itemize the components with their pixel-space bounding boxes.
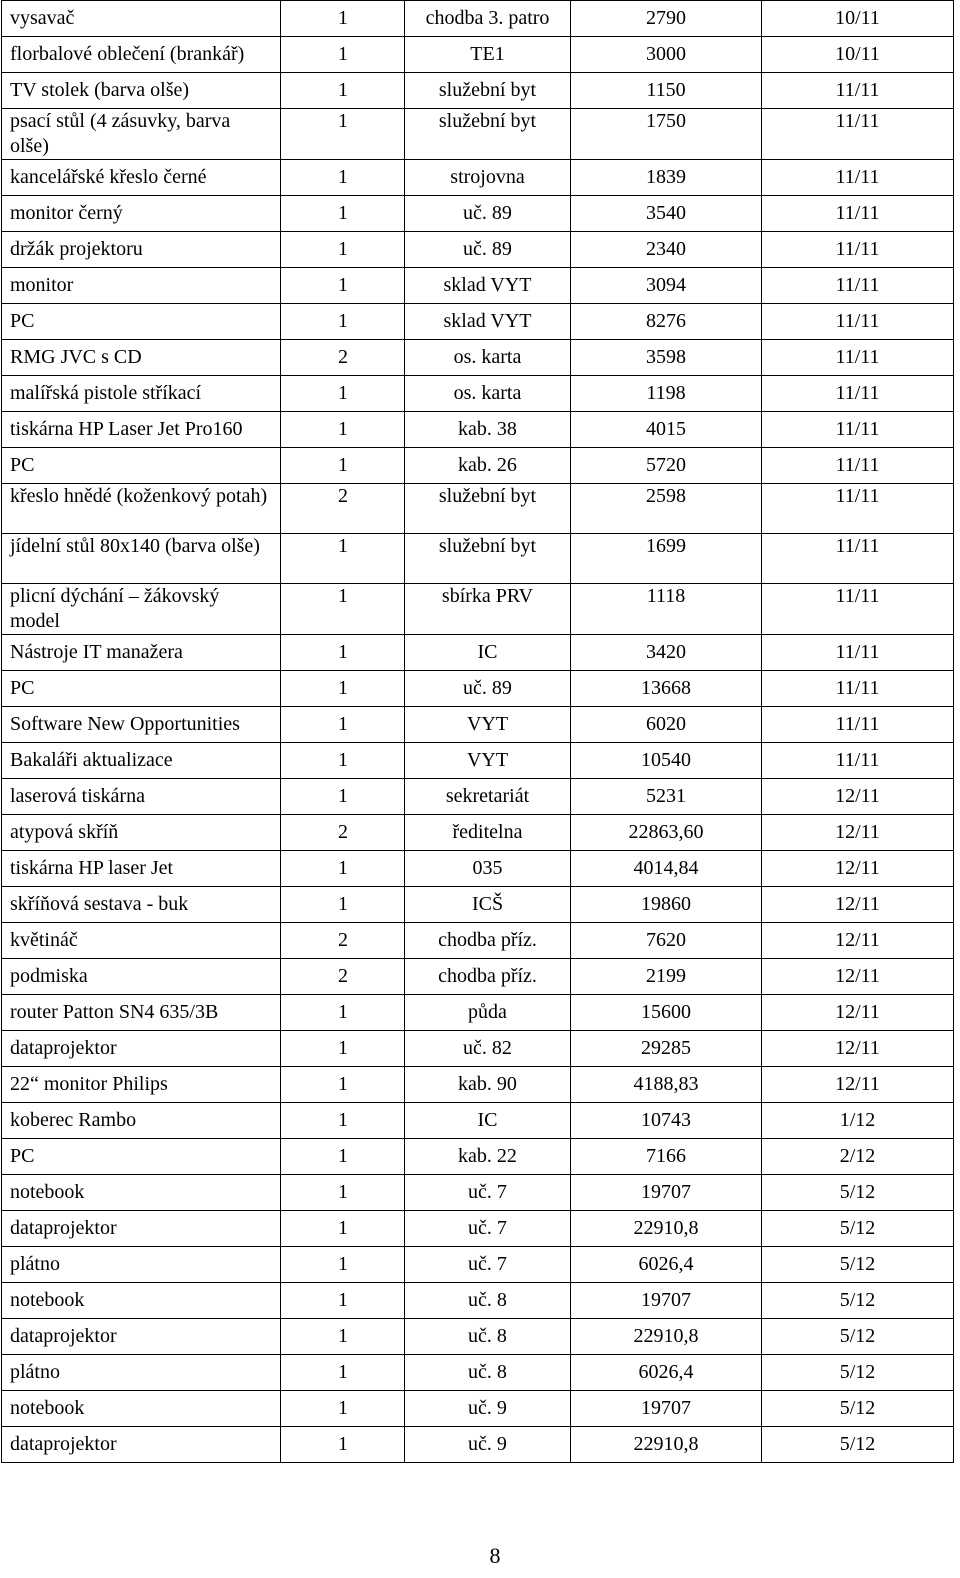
date-cell: 11/11 bbox=[762, 743, 954, 779]
price-cell: 1118 bbox=[571, 584, 762, 635]
item-name-cell: tiskárna HP laser Jet bbox=[2, 851, 281, 887]
table-row bbox=[2, 671, 954, 707]
price-cell: 4014,84 bbox=[571, 851, 762, 887]
table-row bbox=[2, 448, 954, 484]
item-name-cell: router Patton SN4 635/3B bbox=[2, 995, 281, 1031]
quantity-cell: 1 bbox=[281, 196, 405, 232]
price-cell: 1198 bbox=[571, 376, 762, 412]
table-row bbox=[2, 1427, 954, 1463]
date-cell: 5/12 bbox=[762, 1211, 954, 1247]
quantity-cell: 1 bbox=[281, 1175, 405, 1211]
table-row bbox=[2, 232, 954, 268]
price-cell: 8276 bbox=[571, 304, 762, 340]
location-cell: ředitelna bbox=[405, 815, 571, 851]
item-name-cell: Bakaláři aktualizace bbox=[2, 743, 281, 779]
quantity-cell: 1 bbox=[281, 109, 405, 160]
price-cell: 2340 bbox=[571, 232, 762, 268]
item-name-cell: dataprojektor bbox=[2, 1319, 281, 1355]
price-cell: 10540 bbox=[571, 743, 762, 779]
quantity-cell: 1 bbox=[281, 448, 405, 484]
quantity-cell: 1 bbox=[281, 1283, 405, 1319]
quantity-cell: 1 bbox=[281, 412, 405, 448]
table-row bbox=[2, 484, 954, 534]
date-cell: 12/11 bbox=[762, 887, 954, 923]
date-cell: 12/11 bbox=[762, 779, 954, 815]
item-name-cell: skříňová sestava - buk bbox=[2, 887, 281, 923]
price-cell: 6020 bbox=[571, 707, 762, 743]
location-cell: sbírka PRV bbox=[405, 584, 571, 635]
table-row bbox=[2, 1211, 954, 1247]
price-cell: 19707 bbox=[571, 1391, 762, 1427]
item-name-cell: květináč bbox=[2, 923, 281, 959]
location-cell: strojovna bbox=[405, 160, 571, 196]
price-cell: 7166 bbox=[571, 1139, 762, 1175]
item-name-cell: dataprojektor bbox=[2, 1211, 281, 1247]
item-name-cell: Software New Opportunities bbox=[2, 707, 281, 743]
location-cell: TE1 bbox=[405, 37, 571, 73]
item-name-cell: tiskárna HP Laser Jet Pro160 bbox=[2, 412, 281, 448]
date-cell: 5/12 bbox=[762, 1175, 954, 1211]
date-cell: 12/11 bbox=[762, 959, 954, 995]
quantity-cell: 1 bbox=[281, 635, 405, 671]
price-cell: 19707 bbox=[571, 1175, 762, 1211]
table-row bbox=[2, 959, 954, 995]
item-name-cell: plicní dýchání – žákovský model bbox=[2, 584, 281, 635]
quantity-cell: 1 bbox=[281, 232, 405, 268]
date-cell: 11/11 bbox=[762, 534, 954, 584]
item-name-cell: notebook bbox=[2, 1283, 281, 1319]
price-cell: 22863,60 bbox=[571, 815, 762, 851]
price-cell: 3540 bbox=[571, 196, 762, 232]
item-name-cell: notebook bbox=[2, 1391, 281, 1427]
table-row bbox=[2, 923, 954, 959]
date-cell: 12/11 bbox=[762, 923, 954, 959]
item-name-cell: držák projektoru bbox=[2, 232, 281, 268]
price-cell: 2790 bbox=[571, 1, 762, 37]
table-row bbox=[2, 584, 954, 635]
quantity-cell: 1 bbox=[281, 995, 405, 1031]
item-name-cell: RMG JVC s CD bbox=[2, 340, 281, 376]
table-row bbox=[2, 109, 954, 160]
date-cell: 12/11 bbox=[762, 815, 954, 851]
location-cell: os. karta bbox=[405, 340, 571, 376]
item-name-cell: monitor bbox=[2, 268, 281, 304]
item-name-cell: florbalové oblečení (brankář) bbox=[2, 37, 281, 73]
table-row bbox=[2, 1391, 954, 1427]
location-cell: uč. 8 bbox=[405, 1283, 571, 1319]
date-cell: 10/11 bbox=[762, 1, 954, 37]
date-cell: 5/12 bbox=[762, 1283, 954, 1319]
location-cell: chodba 3. patro bbox=[405, 1, 571, 37]
date-cell: 11/11 bbox=[762, 484, 954, 534]
table-row bbox=[2, 376, 954, 412]
quantity-cell: 1 bbox=[281, 671, 405, 707]
table-row bbox=[2, 268, 954, 304]
price-cell: 6026,4 bbox=[571, 1247, 762, 1283]
price-cell: 29285 bbox=[571, 1031, 762, 1067]
quantity-cell: 2 bbox=[281, 959, 405, 995]
price-cell: 6026,4 bbox=[571, 1355, 762, 1391]
price-cell: 7620 bbox=[571, 923, 762, 959]
location-cell: chodba příz. bbox=[405, 959, 571, 995]
location-cell: uč. 7 bbox=[405, 1247, 571, 1283]
item-name-cell: atypová skříň bbox=[2, 815, 281, 851]
price-cell: 1839 bbox=[571, 160, 762, 196]
quantity-cell: 2 bbox=[281, 484, 405, 534]
date-cell: 5/12 bbox=[762, 1391, 954, 1427]
price-cell: 13668 bbox=[571, 671, 762, 707]
quantity-cell: 1 bbox=[281, 534, 405, 584]
item-name-cell: notebook bbox=[2, 1175, 281, 1211]
price-cell: 5720 bbox=[571, 448, 762, 484]
location-cell: služební byt bbox=[405, 534, 571, 584]
table-row bbox=[2, 160, 954, 196]
location-cell: uč. 8 bbox=[405, 1355, 571, 1391]
quantity-cell: 1 bbox=[281, 1247, 405, 1283]
location-cell: uč. 89 bbox=[405, 196, 571, 232]
price-cell: 22910,8 bbox=[571, 1427, 762, 1463]
quantity-cell: 1 bbox=[281, 1427, 405, 1463]
table-row bbox=[2, 1319, 954, 1355]
item-name-cell: PC bbox=[2, 304, 281, 340]
quantity-cell: 1 bbox=[281, 1139, 405, 1175]
table-row bbox=[2, 779, 954, 815]
price-cell: 4015 bbox=[571, 412, 762, 448]
table-row bbox=[2, 37, 954, 73]
table-row bbox=[2, 412, 954, 448]
item-name-cell: koberec Rambo bbox=[2, 1103, 281, 1139]
table-row bbox=[2, 1175, 954, 1211]
price-cell: 3598 bbox=[571, 340, 762, 376]
date-cell: 11/11 bbox=[762, 304, 954, 340]
quantity-cell: 1 bbox=[281, 160, 405, 196]
quantity-cell: 1 bbox=[281, 1067, 405, 1103]
location-cell: os. karta bbox=[405, 376, 571, 412]
date-cell: 11/11 bbox=[762, 196, 954, 232]
item-name-cell: 22“ monitor Philips bbox=[2, 1067, 281, 1103]
item-name-cell: plátno bbox=[2, 1355, 281, 1391]
item-name-cell: PC bbox=[2, 1139, 281, 1175]
table-row bbox=[2, 1, 954, 37]
quantity-cell: 1 bbox=[281, 887, 405, 923]
price-cell: 1750 bbox=[571, 109, 762, 160]
price-cell: 1150 bbox=[571, 73, 762, 109]
item-name-cell: psací stůl (4 zásuvky, barva olše) bbox=[2, 109, 281, 160]
location-cell: uč. 7 bbox=[405, 1175, 571, 1211]
location-cell: VYT bbox=[405, 707, 571, 743]
date-cell: 12/11 bbox=[762, 995, 954, 1031]
location-cell: ICŠ bbox=[405, 887, 571, 923]
table-row bbox=[2, 635, 954, 671]
price-cell: 2199 bbox=[571, 959, 762, 995]
location-cell: kab. 38 bbox=[405, 412, 571, 448]
table-row bbox=[2, 1283, 954, 1319]
quantity-cell: 1 bbox=[281, 1103, 405, 1139]
table-row bbox=[2, 73, 954, 109]
date-cell: 5/12 bbox=[762, 1355, 954, 1391]
table-row bbox=[2, 196, 954, 232]
table-row bbox=[2, 995, 954, 1031]
quantity-cell: 2 bbox=[281, 815, 405, 851]
location-cell: kab. 22 bbox=[405, 1139, 571, 1175]
location-cell: sklad VYT bbox=[405, 304, 571, 340]
table-row bbox=[2, 1031, 954, 1067]
price-cell: 2598 bbox=[571, 484, 762, 534]
quantity-cell: 1 bbox=[281, 376, 405, 412]
item-name-cell: TV stolek (barva olše) bbox=[2, 73, 281, 109]
quantity-cell: 1 bbox=[281, 584, 405, 635]
item-name-cell: dataprojektor bbox=[2, 1031, 281, 1067]
item-name-cell: plátno bbox=[2, 1247, 281, 1283]
quantity-cell: 1 bbox=[281, 1355, 405, 1391]
price-cell: 4188,83 bbox=[571, 1067, 762, 1103]
table-row bbox=[2, 1139, 954, 1175]
date-cell: 5/12 bbox=[762, 1427, 954, 1463]
date-cell: 12/11 bbox=[762, 851, 954, 887]
item-name-cell: PC bbox=[2, 671, 281, 707]
date-cell: 11/11 bbox=[762, 707, 954, 743]
inventory-table bbox=[1, 0, 954, 1463]
item-name-cell: vysavač bbox=[2, 1, 281, 37]
date-cell: 12/11 bbox=[762, 1067, 954, 1103]
location-cell: chodba příz. bbox=[405, 923, 571, 959]
quantity-cell: 1 bbox=[281, 268, 405, 304]
table-row bbox=[2, 340, 954, 376]
date-cell: 11/11 bbox=[762, 73, 954, 109]
table-row bbox=[2, 851, 954, 887]
item-name-cell: dataprojektor bbox=[2, 1427, 281, 1463]
item-name-cell: malířská pistole stříkací bbox=[2, 376, 281, 412]
table-row bbox=[2, 534, 954, 584]
date-cell: 11/11 bbox=[762, 268, 954, 304]
date-cell: 1/12 bbox=[762, 1103, 954, 1139]
table-row bbox=[2, 304, 954, 340]
price-cell: 3420 bbox=[571, 635, 762, 671]
location-cell: služební byt bbox=[405, 73, 571, 109]
quantity-cell: 1 bbox=[281, 851, 405, 887]
location-cell: uč. 82 bbox=[405, 1031, 571, 1067]
item-name-cell: Nástroje IT manažera bbox=[2, 635, 281, 671]
quantity-cell: 1 bbox=[281, 37, 405, 73]
date-cell: 11/11 bbox=[762, 160, 954, 196]
location-cell: půda bbox=[405, 995, 571, 1031]
item-name-cell: křeslo hnědé (koženkový potah) bbox=[2, 484, 281, 534]
table-row bbox=[2, 743, 954, 779]
quantity-cell: 1 bbox=[281, 743, 405, 779]
item-name-cell: laserová tiskárna bbox=[2, 779, 281, 815]
price-cell: 5231 bbox=[571, 779, 762, 815]
date-cell: 11/11 bbox=[762, 448, 954, 484]
date-cell: 11/11 bbox=[762, 376, 954, 412]
price-cell: 19860 bbox=[571, 887, 762, 923]
location-cell: uč. 89 bbox=[405, 232, 571, 268]
price-cell: 1699 bbox=[571, 534, 762, 584]
price-cell: 3094 bbox=[571, 268, 762, 304]
price-cell: 22910,8 bbox=[571, 1319, 762, 1355]
location-cell: služební byt bbox=[405, 109, 571, 160]
item-name-cell: podmiska bbox=[2, 959, 281, 995]
location-cell: uč. 8 bbox=[405, 1319, 571, 1355]
item-name-cell: kancelářské křeslo černé bbox=[2, 160, 281, 196]
date-cell: 11/11 bbox=[762, 412, 954, 448]
location-cell: sklad VYT bbox=[405, 268, 571, 304]
date-cell: 11/11 bbox=[762, 635, 954, 671]
date-cell: 11/11 bbox=[762, 671, 954, 707]
quantity-cell: 1 bbox=[281, 304, 405, 340]
date-cell: 12/11 bbox=[762, 1031, 954, 1067]
table-row bbox=[2, 1067, 954, 1103]
location-cell: VYT bbox=[405, 743, 571, 779]
quantity-cell: 2 bbox=[281, 923, 405, 959]
quantity-cell: 1 bbox=[281, 1031, 405, 1067]
date-cell: 11/11 bbox=[762, 340, 954, 376]
quantity-cell: 1 bbox=[281, 707, 405, 743]
date-cell: 11/11 bbox=[762, 584, 954, 635]
price-cell: 15600 bbox=[571, 995, 762, 1031]
location-cell: kab. 26 bbox=[405, 448, 571, 484]
location-cell: sekretariát bbox=[405, 779, 571, 815]
price-cell: 10743 bbox=[571, 1103, 762, 1139]
table-row bbox=[2, 1355, 954, 1391]
table-row bbox=[2, 707, 954, 743]
price-cell: 22910,8 bbox=[571, 1211, 762, 1247]
location-cell: kab. 90 bbox=[405, 1067, 571, 1103]
page-number: 8 bbox=[489, 1543, 501, 1568]
location-cell: 035 bbox=[405, 851, 571, 887]
quantity-cell: 1 bbox=[281, 1319, 405, 1355]
quantity-cell: 1 bbox=[281, 73, 405, 109]
inventory-table-body bbox=[2, 1, 954, 1463]
location-cell: služební byt bbox=[405, 484, 571, 534]
quantity-cell: 1 bbox=[281, 1211, 405, 1247]
price-cell: 19707 bbox=[571, 1283, 762, 1319]
date-cell: 11/11 bbox=[762, 109, 954, 160]
price-cell: 3000 bbox=[571, 37, 762, 73]
location-cell: IC bbox=[405, 635, 571, 671]
location-cell: IC bbox=[405, 1103, 571, 1139]
item-name-cell: jídelní stůl 80x140 (barva olše) bbox=[2, 534, 281, 584]
quantity-cell: 1 bbox=[281, 1391, 405, 1427]
quantity-cell: 1 bbox=[281, 1, 405, 37]
date-cell: 2/12 bbox=[762, 1139, 954, 1175]
date-cell: 10/11 bbox=[762, 37, 954, 73]
quantity-cell: 2 bbox=[281, 340, 405, 376]
location-cell: uč. 9 bbox=[405, 1427, 571, 1463]
item-name-cell: monitor černý bbox=[2, 196, 281, 232]
item-name-cell: PC bbox=[2, 448, 281, 484]
date-cell: 5/12 bbox=[762, 1247, 954, 1283]
location-cell: uč. 89 bbox=[405, 671, 571, 707]
location-cell: uč. 9 bbox=[405, 1391, 571, 1427]
table-row bbox=[2, 887, 954, 923]
table-row bbox=[2, 1103, 954, 1139]
date-cell: 11/11 bbox=[762, 232, 954, 268]
date-cell: 5/12 bbox=[762, 1319, 954, 1355]
table-row bbox=[2, 815, 954, 851]
quantity-cell: 1 bbox=[281, 779, 405, 815]
table-row bbox=[2, 1247, 954, 1283]
location-cell: uč. 7 bbox=[405, 1211, 571, 1247]
